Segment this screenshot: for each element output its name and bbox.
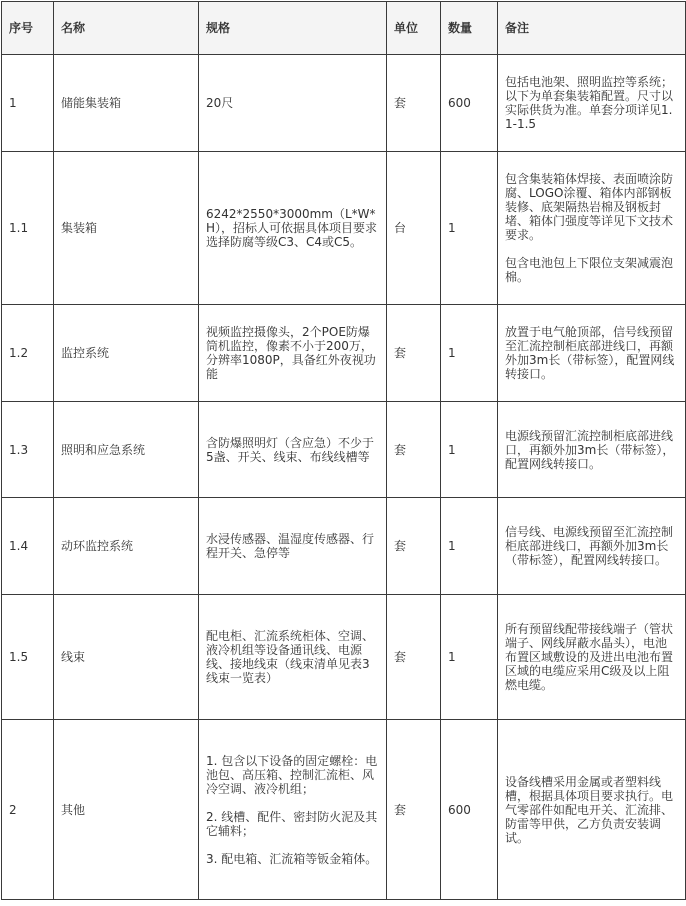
- equipment-table: [1, 1, 686, 900]
- note-paragraph: 电源线预留汇流控制柜底部进线口，再额外加3m长（带标签），配置网线转接口。: [505, 428, 675, 471]
- spec-paragraph: 水浸传感器、温湿度传感器、行程开关、急停等: [206, 532, 375, 560]
- cell-name: 集装箱: [54, 152, 199, 305]
- spec-paragraph: 6242*2550*3000mm（L*W*H），招标人可依据具体项目要求选择防腐等级C3、C4或C5。: [206, 207, 378, 249]
- cell-note: [498, 305, 686, 402]
- cell-note: [498, 152, 686, 305]
- table-row: [2, 720, 686, 900]
- spec-paragraph: 20尺: [206, 96, 234, 110]
- cell-qty: 1: [441, 498, 498, 595]
- table-row: [2, 402, 686, 498]
- note-paragraph: 放置于电气舱顶部，信号线预留至汇流控制柜底部进线口，再额外加3m长（带标签），配置网线转接口。: [505, 325, 675, 381]
- table-row: [2, 498, 686, 595]
- cell-qty: 1: [441, 152, 498, 305]
- cell-name: 监控系统: [54, 305, 199, 402]
- header-unit: 单位: [387, 2, 441, 55]
- cell-no: 1.3: [2, 402, 54, 498]
- cell-spec: [199, 152, 387, 305]
- cell-no: 1.1: [2, 152, 54, 305]
- cell-unit: 台: [387, 152, 441, 305]
- cell-spec: [199, 498, 387, 595]
- cell-name: 线束: [54, 595, 199, 720]
- cell-note: [498, 55, 686, 152]
- cell-unit: 套: [387, 55, 441, 152]
- spec-paragraph: 1. 包含以下设备的固定螺栓：电池包、高压箱、控制汇流柜、风冷空调、液冷机组；: [206, 753, 378, 796]
- note-paragraph: 包含集装箱体焊接、表面喷涂防腐、LOGO涂覆、箱体内部钢板装修、底架隔热岩棉及钢板封堵、箱体门强度等详见下文技术要求。: [505, 172, 674, 242]
- table-row: [2, 152, 686, 305]
- table-row: [2, 305, 686, 402]
- cell-qty: 1: [441, 305, 498, 402]
- header-qty: 数量: [441, 2, 498, 55]
- cell-name: 储能集装箱: [54, 55, 199, 152]
- cell-unit: 套: [387, 402, 441, 498]
- header-spec: 规格: [199, 2, 387, 55]
- spec-paragraph: 视频监控摄像头，2个POE防爆筒机监控，像素不小于200万，分辨率1080P，具备红外夜视功能: [206, 325, 376, 381]
- cell-name: 其他: [54, 720, 199, 900]
- table-row: [2, 55, 686, 152]
- cell-note: [498, 595, 686, 720]
- note-paragraph: 所有预留线配带接线端子（管状端子、网线屏蔽水晶头），电池布置区域敷设的及进出电池布置区域的电缆应采用C级及以上阻燃电缆。: [505, 622, 674, 692]
- cell-unit: 套: [387, 305, 441, 402]
- note-paragraph: 包含电池包上下限位支架减震泡棉。: [505, 256, 674, 284]
- cell-name: 动环监控系统: [54, 498, 199, 595]
- header-no: 序号: [2, 2, 54, 55]
- cell-note: [498, 402, 686, 498]
- cell-name: 照明和应急系统: [54, 402, 199, 498]
- note-paragraph: 设备线槽采用金属或者塑料线槽，根据具体项目要求执行。电气零部件如配电开关、汇流排、防雷等甲供，乙方负责安装调试。: [505, 774, 674, 845]
- cell-no: 1.5: [2, 595, 54, 720]
- header-name: 名称: [54, 2, 199, 55]
- cell-no: 2: [2, 720, 54, 900]
- spec-paragraph: 含防爆照明灯（含应急）不少于5盏、开关、线束、布线线槽等: [206, 435, 375, 464]
- note-paragraph: 信号线、电源线预留至汇流控制柜底部进线口，再额外加3m长（带标签），配置网线转接口。: [505, 525, 674, 567]
- cell-no: 1.4: [2, 498, 54, 595]
- cell-no: 1.2: [2, 305, 54, 402]
- spec-paragraph: 配电柜、汇流系统柜体、空调、液冷机组等设备通讯线、电源线、接地线束（线束清单见表3线束一览表）: [206, 629, 375, 685]
- cell-unit: 套: [387, 498, 441, 595]
- table-header-row: [2, 2, 686, 55]
- cell-spec: [199, 720, 387, 900]
- table-row: [2, 595, 686, 720]
- cell-spec: [199, 402, 387, 498]
- cell-unit: 套: [387, 720, 441, 900]
- header-note: 备注: [498, 2, 686, 55]
- cell-note: [498, 498, 686, 595]
- cell-unit: 套: [387, 595, 441, 720]
- cell-spec: [199, 55, 387, 152]
- cell-spec: [199, 595, 387, 720]
- cell-note: [498, 720, 686, 900]
- spec-paragraph: 3. 配电箱、汇流箱等钣金箱体。: [206, 851, 378, 866]
- cell-qty: 1: [441, 595, 498, 720]
- cell-qty: 600: [441, 55, 498, 152]
- cell-qty: 1: [441, 402, 498, 498]
- cell-qty: 600: [441, 720, 498, 900]
- cell-no: 1: [2, 55, 54, 152]
- spec-paragraph: 2. 线槽、配件、密封防火泥及其它辅料；: [206, 809, 378, 838]
- cell-spec: [199, 305, 387, 402]
- note-paragraph: 包括电池架、照明监控等系统；以下为单套集装箱配置。尺寸以实际供货为准。单套分项详见1.1-1.5: [505, 75, 674, 131]
